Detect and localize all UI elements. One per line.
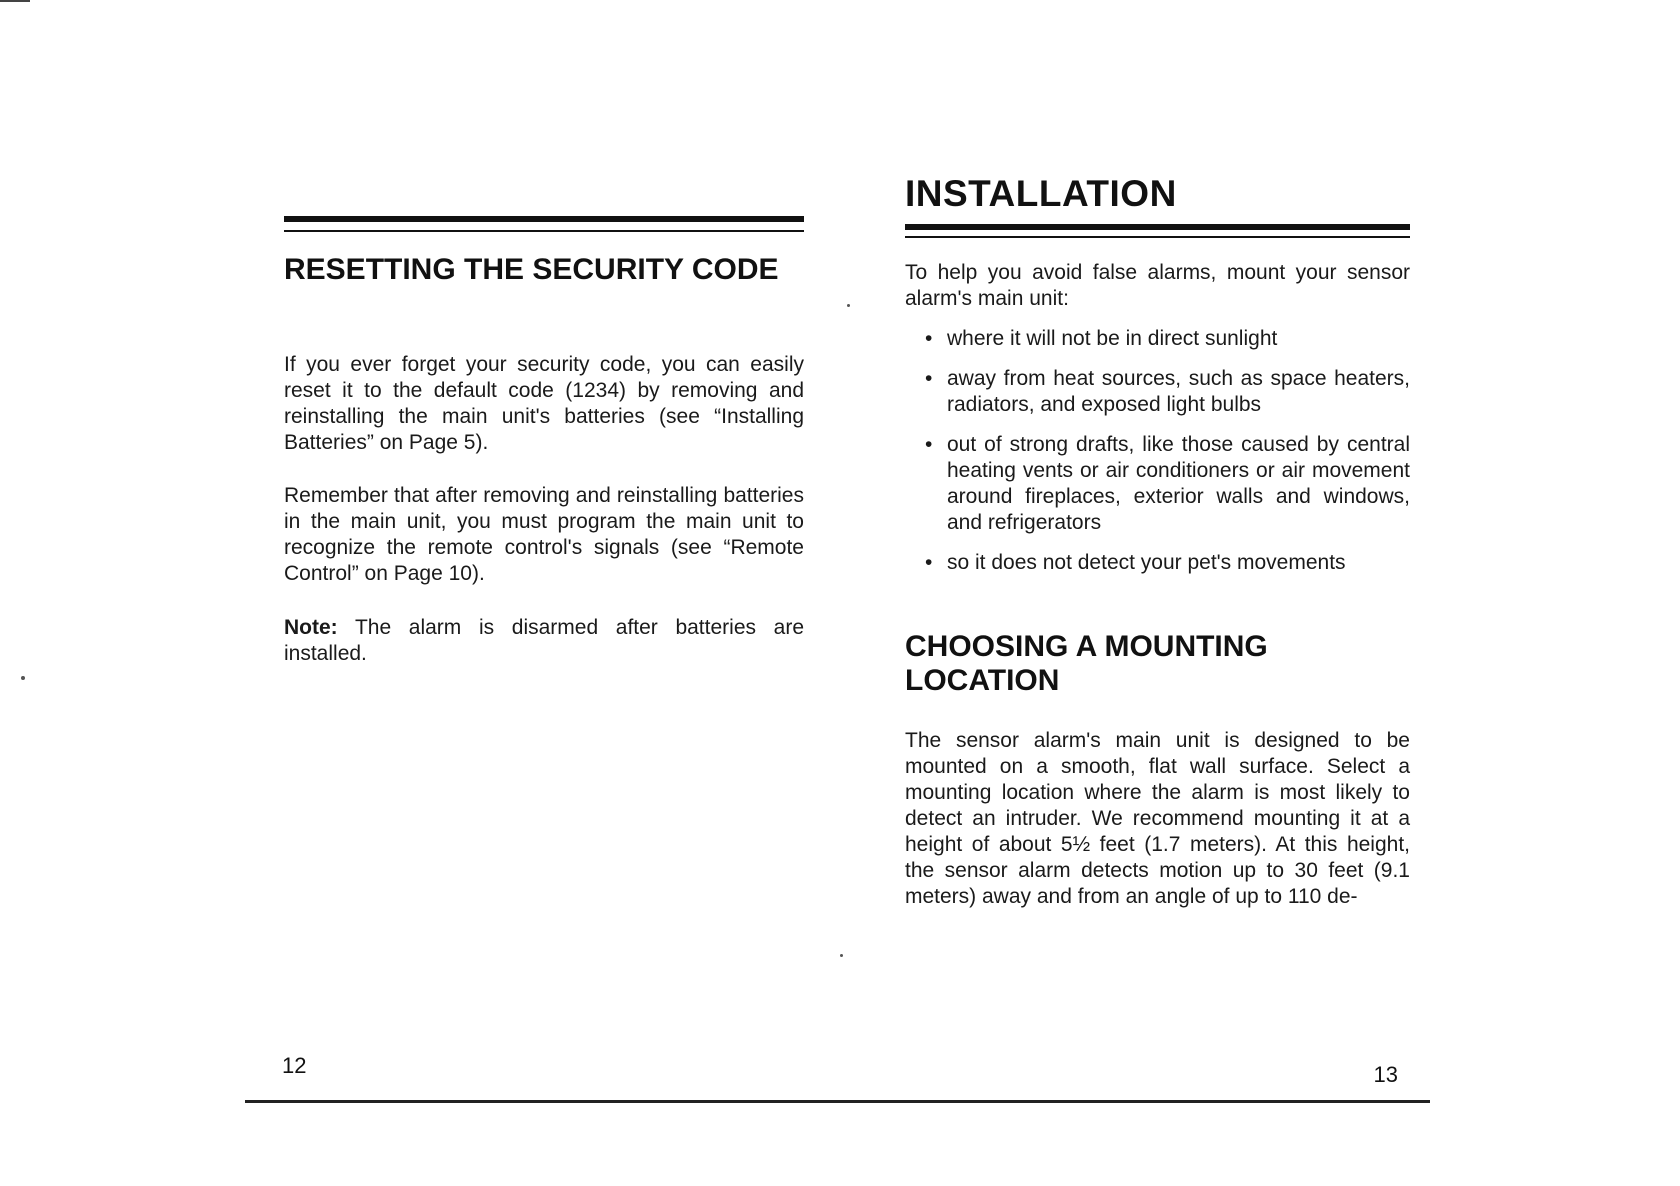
heading-rule-thin <box>905 236 1410 238</box>
bullet-icon: • <box>925 327 933 350</box>
placement-bullet-list <box>925 326 1410 590</box>
paragraph-installation-intro: To help you avoid false alarms, mount your sensor alarm's main unit: <box>905 261 1410 310</box>
note-paragraph <box>284 615 804 667</box>
section-heading-resetting: RESETTING THE SECURITY CODE <box>284 253 779 286</box>
heading-rule-thin <box>284 230 804 232</box>
note-text: The alarm is disarmed after batteries are installed. <box>284 616 804 665</box>
list-item: • out of strong drafts, like those caused by central heating vents or air conditioners or air movement around fireplaces, exterior walls and windows, and refrigerators <box>925 433 1410 534</box>
page-number-left: 12 <box>282 1053 307 1078</box>
paragraph-mounting-location: The sensor alarm's main unit is designed to be mounted on a smooth, flat wall surface. Select a mounting location where the alarm is most likely to detect an intruder. We recommend mounting it at a height of about 5½ feet (1.7 meters). At this height, the sensor alarm detects motion up to 30 feet (9.1 meters) away and from an angle of up to 110 de- <box>905 729 1410 908</box>
list-item: • away from heat sources, such as space heaters, radiators, and exposed light bulbs <box>925 367 1410 416</box>
list-item: • so it does not detect your pet's movements <box>925 551 1346 574</box>
paragraph-reprogram-remote: Remember that after removing and reinstalling batteries in the main unit, you must program the main unit to recognize the remote control's signals (see “Remote Control” on Page 10). <box>284 484 804 585</box>
section-heading-mounting-location: CHOOSING A MOUNTING LOCATION <box>905 630 1268 697</box>
scan-speck <box>840 954 843 957</box>
bullet-icon: • <box>925 551 933 574</box>
scan-speck <box>21 676 25 680</box>
right-page <box>905 0 1410 1186</box>
scan-edge-mark <box>0 0 30 2</box>
page-number-right: 13 <box>1373 1062 1398 1087</box>
note-label: Note: <box>284 616 338 639</box>
heading-rule-thick <box>284 216 804 222</box>
list-item: • where it will not be in direct sunlight <box>925 327 1278 350</box>
heading-rule-thick <box>905 224 1410 230</box>
section-heading-installation: INSTALLATION <box>905 173 1177 214</box>
paragraph-reset-intro: If you ever forget your security code, you can easily reset it to the default code (1234) by removing and reinstalling the main unit's batteries (see “Installing Batteries” on Page 5). <box>284 353 804 454</box>
page-bottom-rule <box>245 1100 1430 1103</box>
left-page <box>284 0 804 1186</box>
bullet-icon: • <box>925 433 933 456</box>
scan-speck <box>847 304 850 307</box>
bullet-icon: • <box>925 367 933 390</box>
